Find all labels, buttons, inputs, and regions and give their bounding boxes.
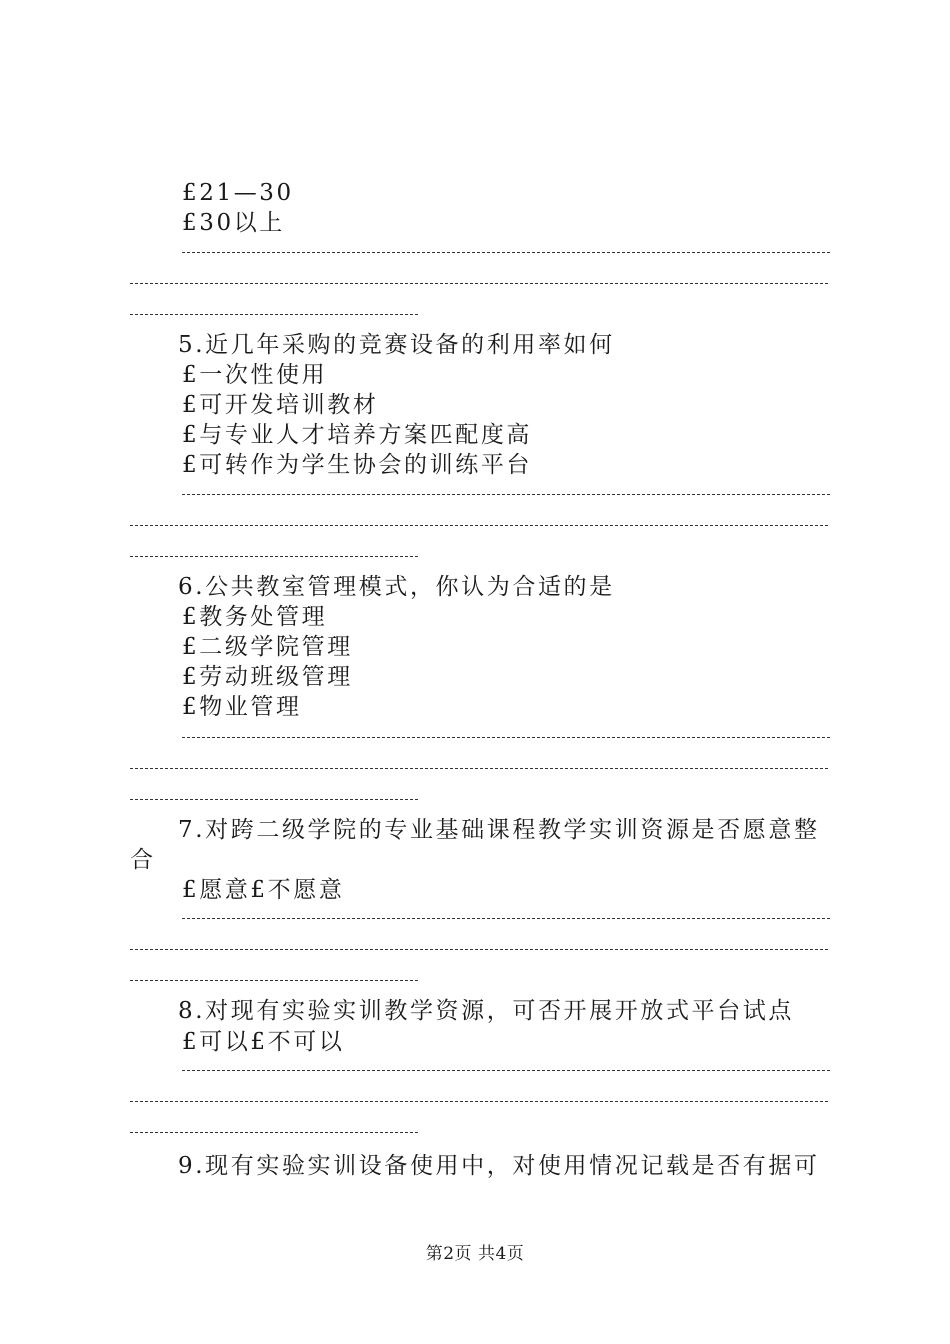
option-21-30: £21—30 [182,180,294,206]
q5-option: £可开发培训教材 [182,392,379,418]
question-9: 9.现有实验实训设备使用中，对使用情况记载是否有据可 [178,1153,820,1179]
question-5: 5.近几年采购的竞赛设备的利用率如何 [178,332,615,358]
question-7-continued: 合 [130,847,156,873]
answer-line [130,556,418,557]
answer-line [182,737,830,738]
q6-option: £教务处管理 [182,604,328,630]
question-8: 8.对现有实验实训教学资源，可否开展开放式平台试点 [178,998,794,1024]
answer-line [130,283,828,284]
answer-line [130,949,828,950]
answer-line [130,980,418,981]
answer-line [130,314,418,315]
answer-line [182,252,830,253]
answer-line [130,768,828,769]
q5-option: £一次性使用 [182,362,328,388]
answer-line [130,799,418,800]
answer-line [182,918,830,919]
q6-option: £二级学院管理 [182,634,353,660]
answer-line [182,1070,830,1071]
option-30-plus: £30以上 [182,210,285,236]
question-6: 6.公共教室管理模式，你认为合适的是 [178,574,615,600]
q7-options: £愿意£不愿意 [182,877,345,903]
q6-option: £劳动班级管理 [182,664,353,690]
q5-option: £可转作为学生协会的训练平台 [182,452,533,478]
q8-options: £可以£不可以 [182,1029,345,1055]
answer-line [130,525,828,526]
answer-line [182,494,830,495]
answer-line [130,1132,418,1133]
q6-option: £物业管理 [182,694,302,720]
question-7: 7.对跨二级学院的专业基础课程教学实训资源是否愿意整 [178,817,820,843]
answer-line [130,1101,828,1102]
page-footer: 第2页 共4页 [425,1244,525,1264]
q5-option: £与专业人才培养方案匹配度高 [182,422,533,448]
